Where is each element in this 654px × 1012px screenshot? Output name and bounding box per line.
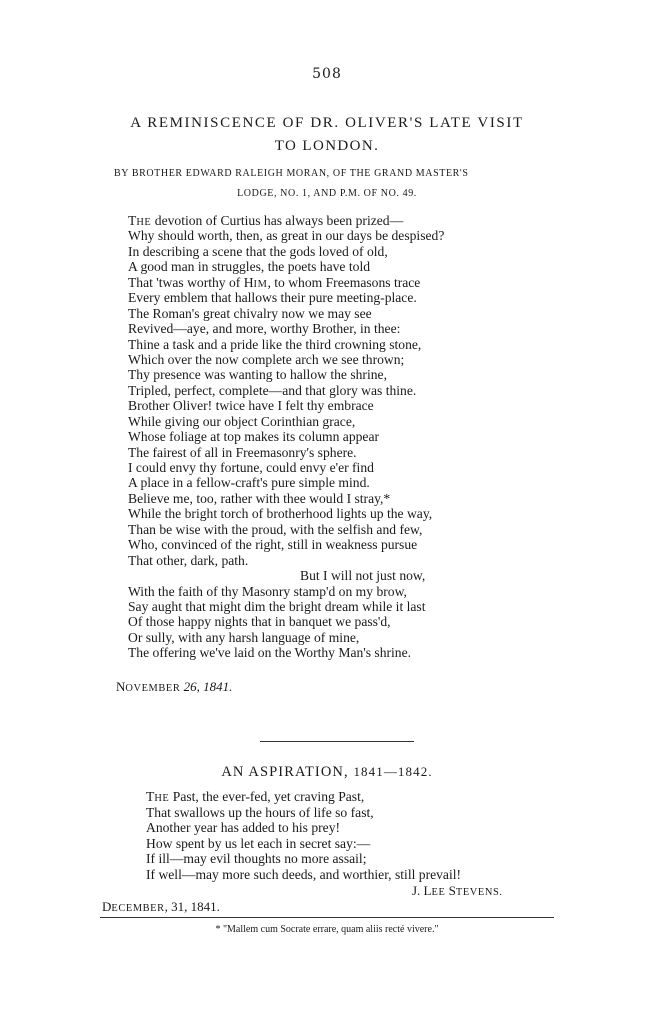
article-title-line-2: TO LONDON. xyxy=(274,138,380,154)
poem-line: Another year has added to his prey! xyxy=(146,820,341,836)
article-title-line-1: A REMINISCENCE OF DR. OLIVER'S LATE VISIT xyxy=(130,115,524,131)
poem-line: Revived—aye, and more, worthy Brother, in thee: xyxy=(128,321,401,337)
poem-line: Of those happy nights that in banquet we pass'd, xyxy=(128,614,391,630)
poem-line: Which over the now complete arch we see thrown; xyxy=(128,351,405,367)
poem-line-indented: But I will not just now, xyxy=(300,568,426,584)
poem-line: That 'twas worthy of HIM, to whom Freemasons trace xyxy=(128,274,421,290)
poem-line: Thy presence was wanting to hallow the shrine, xyxy=(128,367,387,383)
page-number: 508 xyxy=(312,66,342,82)
poem-line: I could envy thy fortune, could envy e'er find xyxy=(128,460,374,475)
poem-line: Brother Oliver! twice have I felt thy embrace xyxy=(128,398,374,414)
poem-line: Believe me, too, rather with thee would I stray,* xyxy=(128,490,391,506)
poem-line: In describing a scene that the gods loved of old, xyxy=(128,243,388,259)
poem-line: Say aught that might dim the bright dream while it last xyxy=(128,598,426,614)
poem-line: With the faith of thy Masonry stamp'd on my brow, xyxy=(128,583,407,599)
poem-line: Why should worth, then, as great in our days be despised? xyxy=(128,228,445,244)
poem-line: THE devotion of Curtius has always been prized— xyxy=(128,213,404,228)
poem-lines-b xyxy=(128,290,444,568)
byline-line-1: BY BROTHER EDWARD RALEIGH MORAN, OF THE GRAND MASTER'S xyxy=(114,168,469,179)
poem-line: Than be wise with the proud, with the selfish and few, xyxy=(128,521,423,537)
poem-line: The fairest of all in Freemasonry's sphere. xyxy=(128,444,357,460)
poem-line: THE Past, the ever-fed, yet craving Past, xyxy=(146,789,365,804)
poem-line: If ill—may evil thoughts no more assail; xyxy=(146,851,367,867)
poem-aspiration xyxy=(146,789,461,883)
poem-line: The offering we've laid on the Worthy Man's shrine. xyxy=(128,645,412,661)
poem-line: A place in a fellow-craft's pure simple mind. xyxy=(128,475,370,491)
aspiration-date: DECEMBER, 31, 1841. xyxy=(102,899,220,914)
poem-reminiscence xyxy=(128,213,444,661)
poem-line: Who, convinced of the right, still in weakness pursue xyxy=(128,537,418,553)
byline-line-2: LODGE, NO. 1, AND P.M. OF NO. 49. xyxy=(237,188,417,199)
poem-date: NOVEMBER 26, 1841. xyxy=(116,679,233,694)
poem-lines-c xyxy=(128,584,444,661)
poem-line: That swallows up the hours of life so fast, xyxy=(146,804,374,820)
poem-line: Every emblem that hallows their pure meeting-place. xyxy=(128,290,417,306)
poem-line: If well—may more such deeds, and worthier, still prevail! xyxy=(146,866,462,882)
poem-line: While giving our object Corinthian grace, xyxy=(128,413,356,429)
poem-line: Thine a task and a pride like the third crowning stone, xyxy=(128,336,422,352)
poem-line: The Roman's great chivalry now we may see xyxy=(128,305,372,321)
poem-line: A good man in struggles, the poets have told xyxy=(128,259,371,275)
footnote: * "Mallem cum Socrate errare, quam aliis recté vivere." xyxy=(215,924,439,935)
section-divider xyxy=(260,741,414,742)
poem-line: Tripled, perfect, complete—and that glory was thine. xyxy=(128,382,417,398)
poem-lines-a xyxy=(128,228,444,274)
poem-line: Whose foliage at top makes its column appear xyxy=(128,429,380,445)
poem-line: That other, dark, path. xyxy=(128,552,249,568)
poem-line: How spent by us let each in secret say:— xyxy=(146,835,371,851)
footnote-rule xyxy=(100,917,554,918)
aspiration-title: AN ASPIRATION, 1841—1842. xyxy=(221,764,433,780)
poem-line: While the bright torch of brotherhood lights up the way, xyxy=(128,506,433,522)
author-signature: J. LEE STEVENS. xyxy=(412,883,503,898)
poem-line: Or sully, with any harsh language of mine, xyxy=(128,629,360,645)
